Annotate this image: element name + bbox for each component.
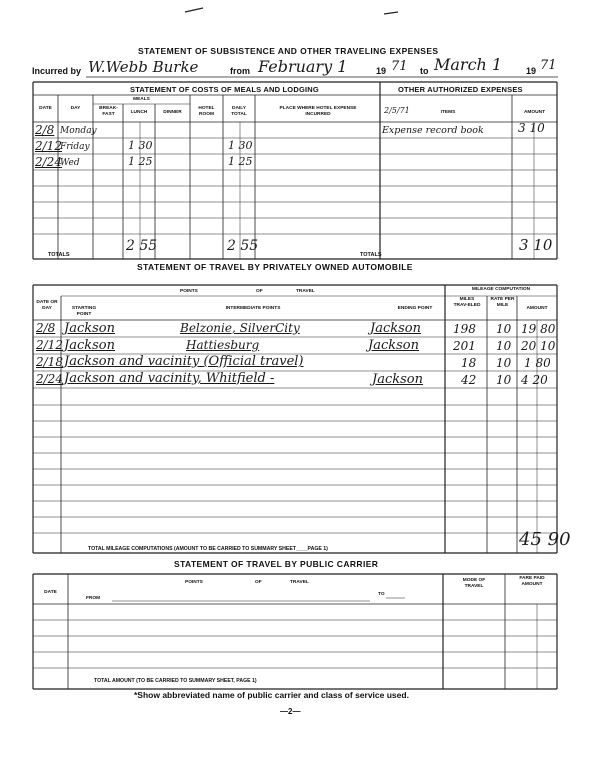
to-year-prefix: 19 bbox=[526, 66, 537, 76]
auto-row-amount: 20 10 bbox=[521, 339, 556, 353]
meal-row-lunch: 1 25 bbox=[128, 155, 153, 168]
auto-row-intermediate: Hattiesburg bbox=[186, 338, 260, 352]
total-lunch: 2 55 bbox=[126, 238, 158, 254]
auto-row-starting: Jackson bbox=[64, 338, 115, 353]
auto-row-amount: 4 20 bbox=[521, 373, 548, 387]
col-meals: MEALS bbox=[133, 97, 150, 102]
auto-row-miles: 42 bbox=[461, 373, 477, 387]
auto-total-amount: 45 90 bbox=[519, 529, 571, 550]
auto-row-starting: Jackson bbox=[64, 321, 115, 336]
auto-row-amount: 19 80 bbox=[521, 322, 556, 336]
carrier-col-date: DATE bbox=[44, 590, 57, 595]
auto-col-mileage: MILEAGE COMPUTATION bbox=[471, 287, 531, 292]
auto-col-of: OF bbox=[256, 289, 263, 294]
other-totals-label: TOTALS bbox=[360, 252, 382, 258]
auto-row-miles: 198 bbox=[453, 322, 476, 336]
auto-col-rate: RATE PER MILE bbox=[490, 297, 515, 308]
col-hotel: HOTEL ROOM bbox=[198, 106, 215, 117]
auto-row-miles: 201 bbox=[453, 339, 476, 353]
auto-col-points: POINTS bbox=[180, 289, 198, 294]
meal-row-lunch: 1 30 bbox=[128, 139, 153, 152]
auto-row-ending: Jackson bbox=[370, 321, 421, 336]
page-title: STATEMENT OF SUBSISTENCE AND OTHER TRAVELING EXPENSES bbox=[138, 46, 439, 56]
meal-row-daily: 1 30 bbox=[228, 139, 253, 152]
meals-section-title: STATEMENT OF COSTS OF MEALS AND LODGING bbox=[130, 85, 319, 94]
from-label: from bbox=[230, 66, 250, 76]
meal-row-day: Friday bbox=[60, 142, 90, 152]
auto-row-rate: 10 bbox=[496, 356, 512, 370]
auto-col-amount: AMOUNT bbox=[526, 306, 548, 311]
col-place: PLACE WHERE HOTEL EXPENSE INCURRED bbox=[279, 106, 357, 117]
carrier-total-label: TOTAL AMOUNT (TO BE CARRIED TO SUMMARY SHEET, PAGE 1) bbox=[94, 678, 257, 684]
to-label: to bbox=[420, 66, 429, 76]
incurred-label: Incurred by bbox=[32, 66, 82, 76]
from-month: February 1 bbox=[258, 57, 348, 76]
auto-row-miles: 18 bbox=[461, 356, 477, 370]
meal-row-item: Expense record book bbox=[382, 125, 484, 136]
meal-row-date: 2/8 bbox=[35, 123, 55, 137]
auto-col-ending: ENDING POINT bbox=[397, 306, 433, 311]
auto-total-label: TOTAL MILEAGE COMPUTATIONS (AMOUNT TO BE CARRIED TO SUMMARY SHEET____PAGE 1) bbox=[88, 546, 328, 552]
col-amount: AMOUNT bbox=[523, 110, 546, 115]
col-daily: DAILY TOTAL bbox=[231, 106, 247, 117]
auto-col-travel: TRAVEL bbox=[296, 289, 315, 294]
auto-row-rate: 10 bbox=[496, 339, 512, 353]
carrier-section-title: STATEMENT OF TRAVEL BY PUBLIC CARRIER bbox=[174, 559, 379, 569]
col-items: ITEMS bbox=[440, 110, 456, 115]
other-expenses-title: OTHER AUTHORIZED EXPENSES bbox=[398, 85, 523, 94]
auto-row-starting: Jackson and vacinity, Whitfield - bbox=[64, 371, 275, 386]
meals-totals-label: TOTALS bbox=[48, 252, 70, 258]
auto-row-starting: Jackson and vacinity (Official travel) bbox=[64, 354, 304, 369]
carrier-col-from: FROM bbox=[86, 596, 101, 601]
auto-col-starting: STARTING POINT bbox=[71, 306, 97, 317]
incurred-name: W.Webb Burke bbox=[88, 58, 199, 76]
col-item-date: 2/5/71 bbox=[384, 106, 410, 115]
carrier-col-to: TO bbox=[378, 592, 385, 597]
meal-row-day: Monday bbox=[60, 126, 97, 136]
total-daily: 2 55 bbox=[227, 238, 259, 254]
to-year: 71 bbox=[540, 58, 557, 73]
carrier-col-fare: FARE PAID AMOUNT bbox=[519, 576, 545, 587]
auto-col-intermediate: INTERMEDIATE POINTS bbox=[225, 306, 281, 311]
footnote: *Show abbreviated name of public carrier and class of service used. bbox=[134, 690, 409, 700]
auto-row-amount: 1 80 bbox=[524, 356, 551, 370]
auto-row-date: 2/12 bbox=[36, 338, 63, 352]
meal-row-amount: 3 10 bbox=[518, 121, 545, 135]
auto-col-miles: MILES TRAV-ELED bbox=[453, 297, 481, 308]
auto-col-date: DATE OR DAY bbox=[36, 300, 58, 311]
auto-row-date: 2/24 bbox=[36, 372, 63, 386]
auto-row-intermediate: Belzonie, SilverCity bbox=[180, 321, 300, 335]
col-day: DAY bbox=[70, 106, 81, 111]
col-date: DATE bbox=[39, 106, 52, 111]
to-month: March 1 bbox=[434, 55, 503, 74]
carrier-col-travel: TRAVEL bbox=[290, 580, 309, 585]
auto-row-rate: 10 bbox=[496, 373, 512, 387]
auto-row-date: 2/8 bbox=[36, 321, 56, 335]
meal-row-date: 2/12 bbox=[35, 139, 62, 153]
carrier-col-of: OF bbox=[255, 580, 262, 585]
from-year-prefix: 19 bbox=[376, 66, 387, 76]
from-year: 71 bbox=[391, 59, 408, 74]
carrier-col-mode: MODE OF TRAVEL bbox=[462, 578, 486, 589]
meal-row-day: Wed bbox=[60, 158, 80, 168]
col-breakfast: BREAK-FAST bbox=[99, 106, 118, 117]
meal-row-daily: 1 25 bbox=[228, 155, 253, 168]
auto-section-title: STATEMENT OF TRAVEL BY PRIVATELY OWNED AUTOMOBILE bbox=[137, 262, 413, 272]
page-number: —2— bbox=[280, 707, 301, 716]
auto-row-ending: Jackson bbox=[368, 338, 419, 353]
col-dinner: DINNER bbox=[163, 110, 182, 115]
auto-row-date: 2/18 bbox=[36, 355, 63, 369]
auto-row-ending: Jackson bbox=[372, 372, 423, 387]
carrier-col-points: POINTS bbox=[185, 580, 203, 585]
meal-row-date: 2/24 bbox=[35, 155, 62, 169]
auto-row-rate: 10 bbox=[496, 322, 512, 336]
col-lunch: LUNCH bbox=[130, 110, 148, 115]
total-other: 3 10 bbox=[519, 236, 553, 254]
